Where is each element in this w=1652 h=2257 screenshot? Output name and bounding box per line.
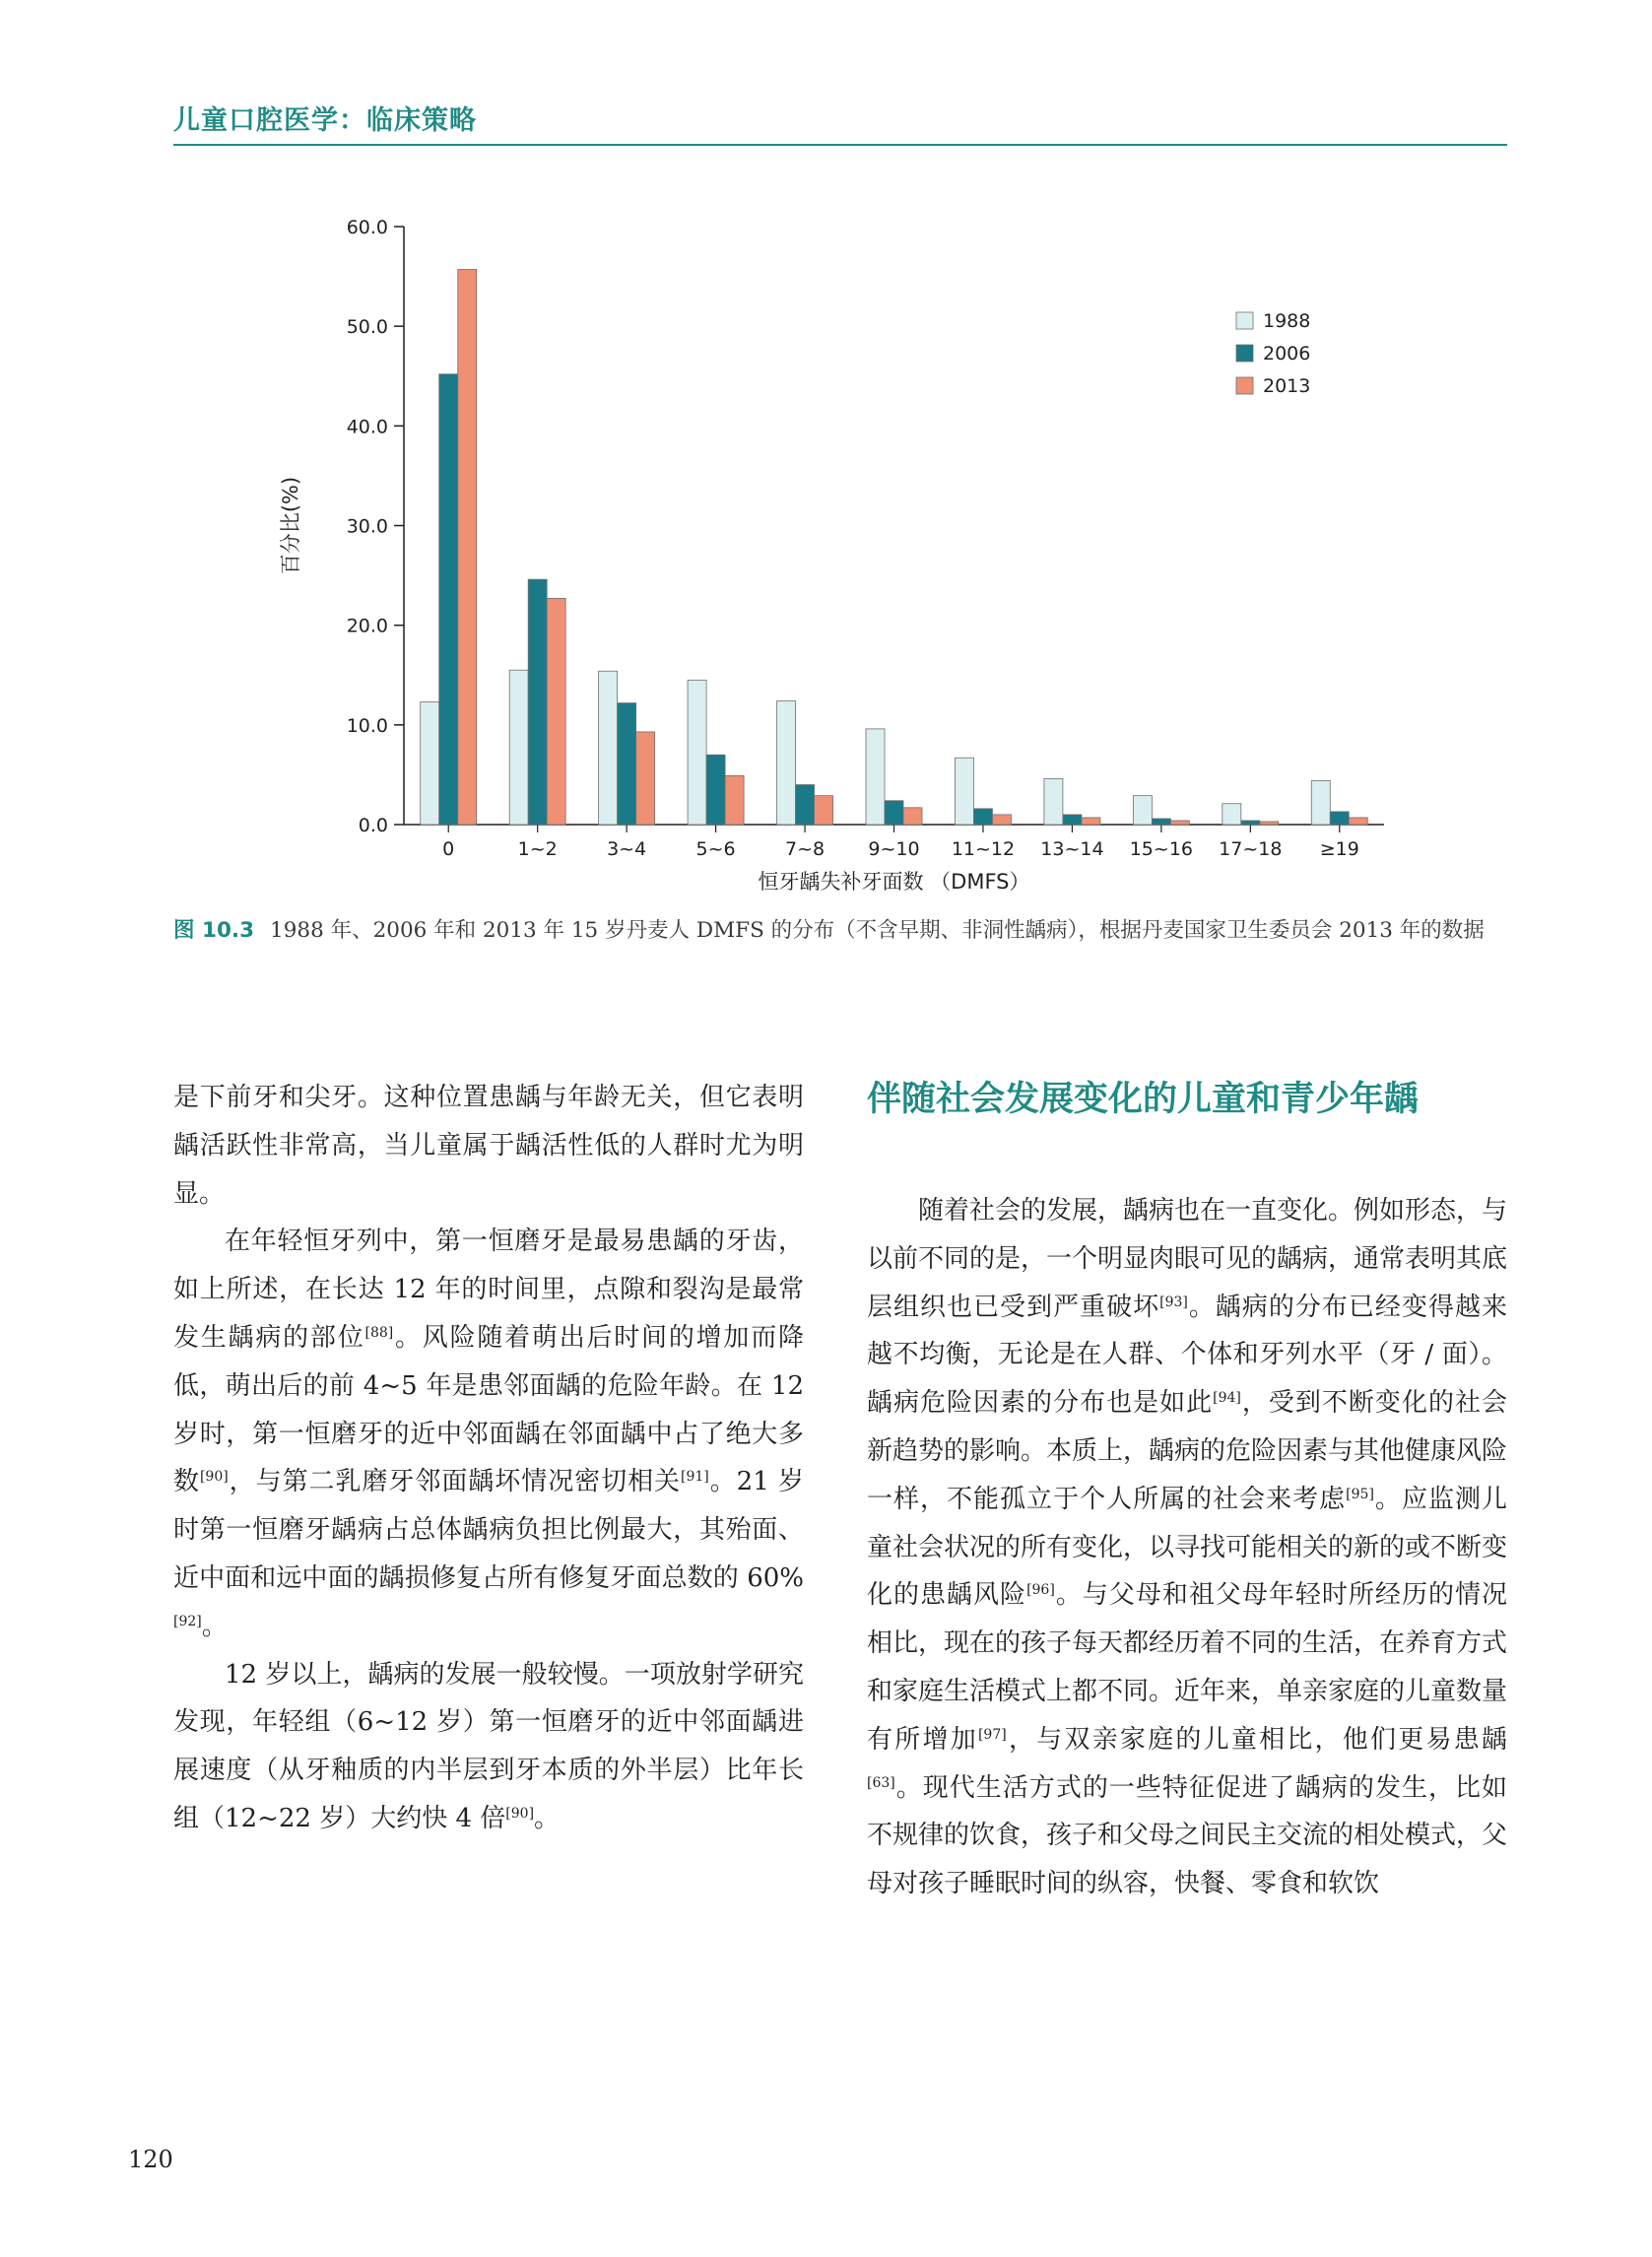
- x-tick-label: 13~14: [1040, 838, 1104, 860]
- bar-2013: [1260, 822, 1279, 825]
- paragraph: 在年轻恒牙列中，第一恒磨牙是最易患龋的牙齿，如上所述，在长达 12 年的时间里，点隙和裂沟是最常发生龋病的部位[88]。风险随着萌出后时间的增加而降低，萌出后的前 4~5 年是患邻面龋的危险年龄。在 12 岁时，第一恒磨牙的近中邻面龋在邻面龋中占了绝大多数[90]，与第二乳磨牙邻面龋坏情况密切相关[91]。21 岁时第一恒磨牙龋病占总体龋病负担比例最大，其殆面、近中面和远中面的龋损修复占所有修复牙面总数的 60%[92]。: [173, 1227, 804, 1641]
- legend-label: 2013: [1263, 375, 1311, 397]
- y-tick-label: 50.0: [346, 316, 388, 339]
- dmfs-bar-chart: [266, 202, 1389, 911]
- x-tick-label: 5~6: [695, 838, 736, 860]
- x-tick-label: 11~12: [951, 838, 1016, 860]
- bar-1988: [1311, 780, 1330, 825]
- citation: [94]: [1213, 1390, 1241, 1407]
- citation: [90]: [505, 1805, 535, 1822]
- bar-2013: [1349, 818, 1367, 825]
- citation: [92]: [173, 1613, 202, 1629]
- running-header: 儿童口腔医学：临床策略: [173, 105, 477, 136]
- citation: [95]: [1346, 1486, 1374, 1502]
- page-number: 120: [128, 2146, 173, 2173]
- bar-1988: [777, 701, 796, 825]
- bar-2006: [439, 374, 458, 825]
- right-column: [867, 1187, 1507, 1908]
- legend-label: 1988: [1263, 310, 1311, 332]
- bar-2013: [636, 732, 655, 825]
- legend-swatch-1988: [1236, 312, 1253, 329]
- y-tick-label: 10.0: [346, 714, 388, 737]
- bar-2013: [1082, 818, 1100, 825]
- citation: [96]: [1026, 1582, 1055, 1599]
- citation: [63]: [867, 1774, 895, 1791]
- citation: [91]: [681, 1469, 709, 1486]
- bar-2006: [528, 579, 547, 825]
- bar-2006: [1063, 815, 1082, 825]
- bar-1988: [1044, 778, 1063, 825]
- paragraph: 是下前牙和尖牙。这种位置患龋与年龄无关，但它表明龋活跃性非常高，当儿童属于龋活性低的人群时尤为明显。: [173, 1083, 804, 1209]
- bar-1988: [955, 758, 973, 825]
- bar-1988: [1222, 804, 1241, 825]
- bar-2013: [903, 808, 922, 825]
- bar-2013: [547, 598, 565, 825]
- bar-2013: [458, 270, 477, 825]
- bar-2013: [992, 815, 1011, 825]
- bar-1988: [1133, 796, 1152, 825]
- legend-label: 2006: [1263, 343, 1311, 365]
- paragraph: 随着社会的发展，龋病也在一直变化。例如形态，与以前不同的是，一个明显肉眼可见的龋病，通常表明其底层组织也已受到严重破坏[93]。龋病的分布已经变得越来越不均衡，无论是在人群、个体和牙列水平（牙 / 面）。龋病危险因素的分布也是如此[94]，受到不断变化的社会新趋势的影响。本质上，龋病的危险因素与其他健康风险一样，不能孤立于个人所属的社会来考虑[95]。应监测儿童社会状况的所有变化，以寻找可能相关的新的或不断变化的患龋风险[96]。与父母和祖父母年轻时所经历的情况相比，现在的孩子每天都经历着不同的生活，在养育方式和家庭生活模式上都不同。近年来，单亲家庭的儿童数量有所增加[97]，与双亲家庭的儿童相比，他们更易患龋[63]。现代生活方式的一些特征促进了龋病的发生，比如不规律的饮食，孩子和父母之间民主交流的相处模式，父母对孩子睡眠时间的纵容，快餐、零食和软饮: [867, 1196, 1508, 1899]
- x-tick-label: 3~4: [607, 838, 647, 860]
- y-tick-label: 0.0: [358, 815, 388, 836]
- x-tick-label: ≥19: [1319, 838, 1359, 860]
- bar-2013: [1170, 821, 1189, 825]
- citation: [90]: [199, 1469, 229, 1486]
- bar-1988: [688, 680, 706, 825]
- x-tick-label: 0: [442, 838, 455, 860]
- bar-2013: [725, 775, 744, 825]
- legend-swatch-2006: [1236, 345, 1253, 362]
- x-axis-label: 恒牙龋失补牙面数 （DMFS）: [758, 870, 1030, 894]
- bar-2006: [885, 801, 903, 825]
- left-column: [173, 1074, 804, 1843]
- y-tick-label: 30.0: [346, 515, 388, 538]
- citation: [88]: [364, 1324, 394, 1341]
- bar-2006: [706, 755, 725, 825]
- y-tick-label: 60.0: [346, 217, 388, 238]
- y-tick-label: 20.0: [346, 615, 388, 637]
- bar-2006: [973, 809, 992, 825]
- bar-1988: [599, 671, 618, 825]
- y-axis-label: 百分比(%): [279, 476, 302, 575]
- bar-2006: [618, 703, 636, 825]
- figure-caption-text: 1988 年、2006 年和 2013 年 15 岁丹麦人 DMFS 的分布（不含早期、非洞性龋病），根据丹麦国家卫生委员会 2013 年的数据: [270, 918, 1485, 943]
- x-tick-label: 9~10: [868, 838, 920, 860]
- bar-2013: [815, 796, 833, 825]
- x-tick-label: 17~18: [1219, 838, 1283, 860]
- bar-1988: [509, 670, 528, 825]
- bar-2006: [1152, 819, 1170, 825]
- bar-2006: [1330, 812, 1349, 825]
- x-tick-label: 7~8: [784, 838, 826, 860]
- bar-2006: [1241, 821, 1260, 825]
- legend-swatch-2013: [1236, 377, 1253, 394]
- figure-caption: [173, 911, 1507, 950]
- header-rule: [173, 144, 1507, 146]
- paragraph: 12 岁以上，龋病的发展一般较慢。一项放射学研究发现，年轻组（6~12 岁）第一恒磨牙的近中邻面龋进展速度（从牙釉质的内半层到牙本质的外半层）比年长组（12~22 岁）大约快 4 倍[90]。: [173, 1659, 804, 1833]
- x-tick-label: 15~16: [1129, 838, 1194, 860]
- bar-1988: [866, 729, 885, 825]
- x-tick-label: 1~2: [517, 838, 558, 860]
- citation: [93]: [1159, 1294, 1188, 1310]
- bar-1988: [421, 702, 439, 825]
- bar-2006: [796, 785, 815, 825]
- y-tick-label: 40.0: [346, 416, 388, 438]
- figure-label: 图 10.3: [173, 918, 255, 943]
- citation: [97]: [977, 1726, 1007, 1743]
- section-title: 伴随社会发展变化的儿童和青少年龋: [867, 1080, 1420, 1119]
